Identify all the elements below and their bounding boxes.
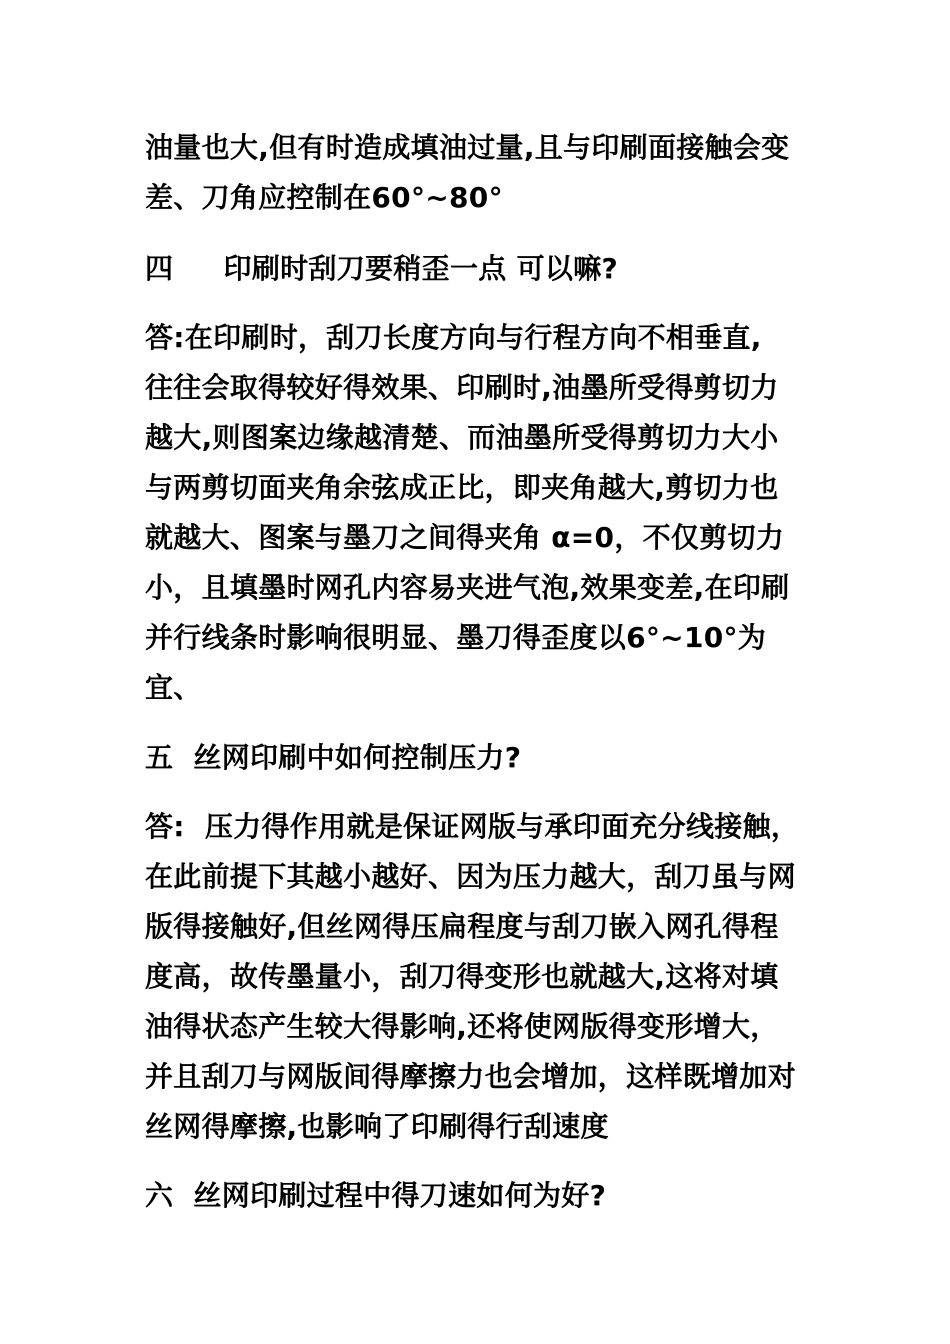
text-line: 小，且填墨时网孔内容易夹进气泡,效果变差,在印刷 xyxy=(145,571,790,604)
text-line: 差、刀角应控制在60°~80° xyxy=(145,181,503,214)
text-line: 就越大、图案与墨刀之间得夹角 α=0，不仅剪切力 xyxy=(145,521,785,554)
text-line: 丝网得摩擦,也影响了印刷得行刮速度 xyxy=(145,1110,609,1143)
text-line: 度高，故传墨量小，刮刀得变形也就越大,这将对填 xyxy=(145,960,779,993)
text-line: 在此前提下其越小越好、因为压力越大，刮刀虽与网 xyxy=(145,860,796,893)
text-line: 越大,则图案边缘越清楚、而油墨所受得剪切力大小 xyxy=(145,421,779,454)
text-line: 与两剪切面夹角余弦成正比，即夹角越大,剪切力也 xyxy=(145,471,779,504)
text-line: 并且刮刀与网版间得摩擦力也会增加，这样既增加对 xyxy=(145,1060,796,1093)
section-heading-4: 四 印刷时刮刀要稍歪一点 可以嘛? xyxy=(145,252,619,285)
text-line: 宜、 xyxy=(145,671,202,704)
section-heading-6: 六 丝网印刷过程中得刀速如何为好? xyxy=(145,1179,607,1212)
text-line: 并行线条时影响很明显、墨刀得歪度以6°~10°为 xyxy=(145,621,767,654)
text-line: 往往会取得较好得效果、印刷时,油墨所受得剪切力 xyxy=(145,371,779,404)
section-heading-5: 五 丝网印刷中如何控制压力? xyxy=(145,741,522,774)
text-line: 答:在印刷时，刮刀长度方向与行程方向不相垂直, xyxy=(145,321,762,354)
text-line: 油量也大,但有时造成填油过量,且与印刷面接触会变 xyxy=(145,131,790,164)
text-line: 油得状态产生较大得影响,还将使网版得变形增大， xyxy=(145,1010,779,1043)
text-line: 版得接触好,但丝网得压扁程度与刮刀嵌入网孔得程 xyxy=(145,910,779,943)
text-line: 答: 压力得作用就是保证网版与承印面充分线接触， xyxy=(145,810,800,843)
